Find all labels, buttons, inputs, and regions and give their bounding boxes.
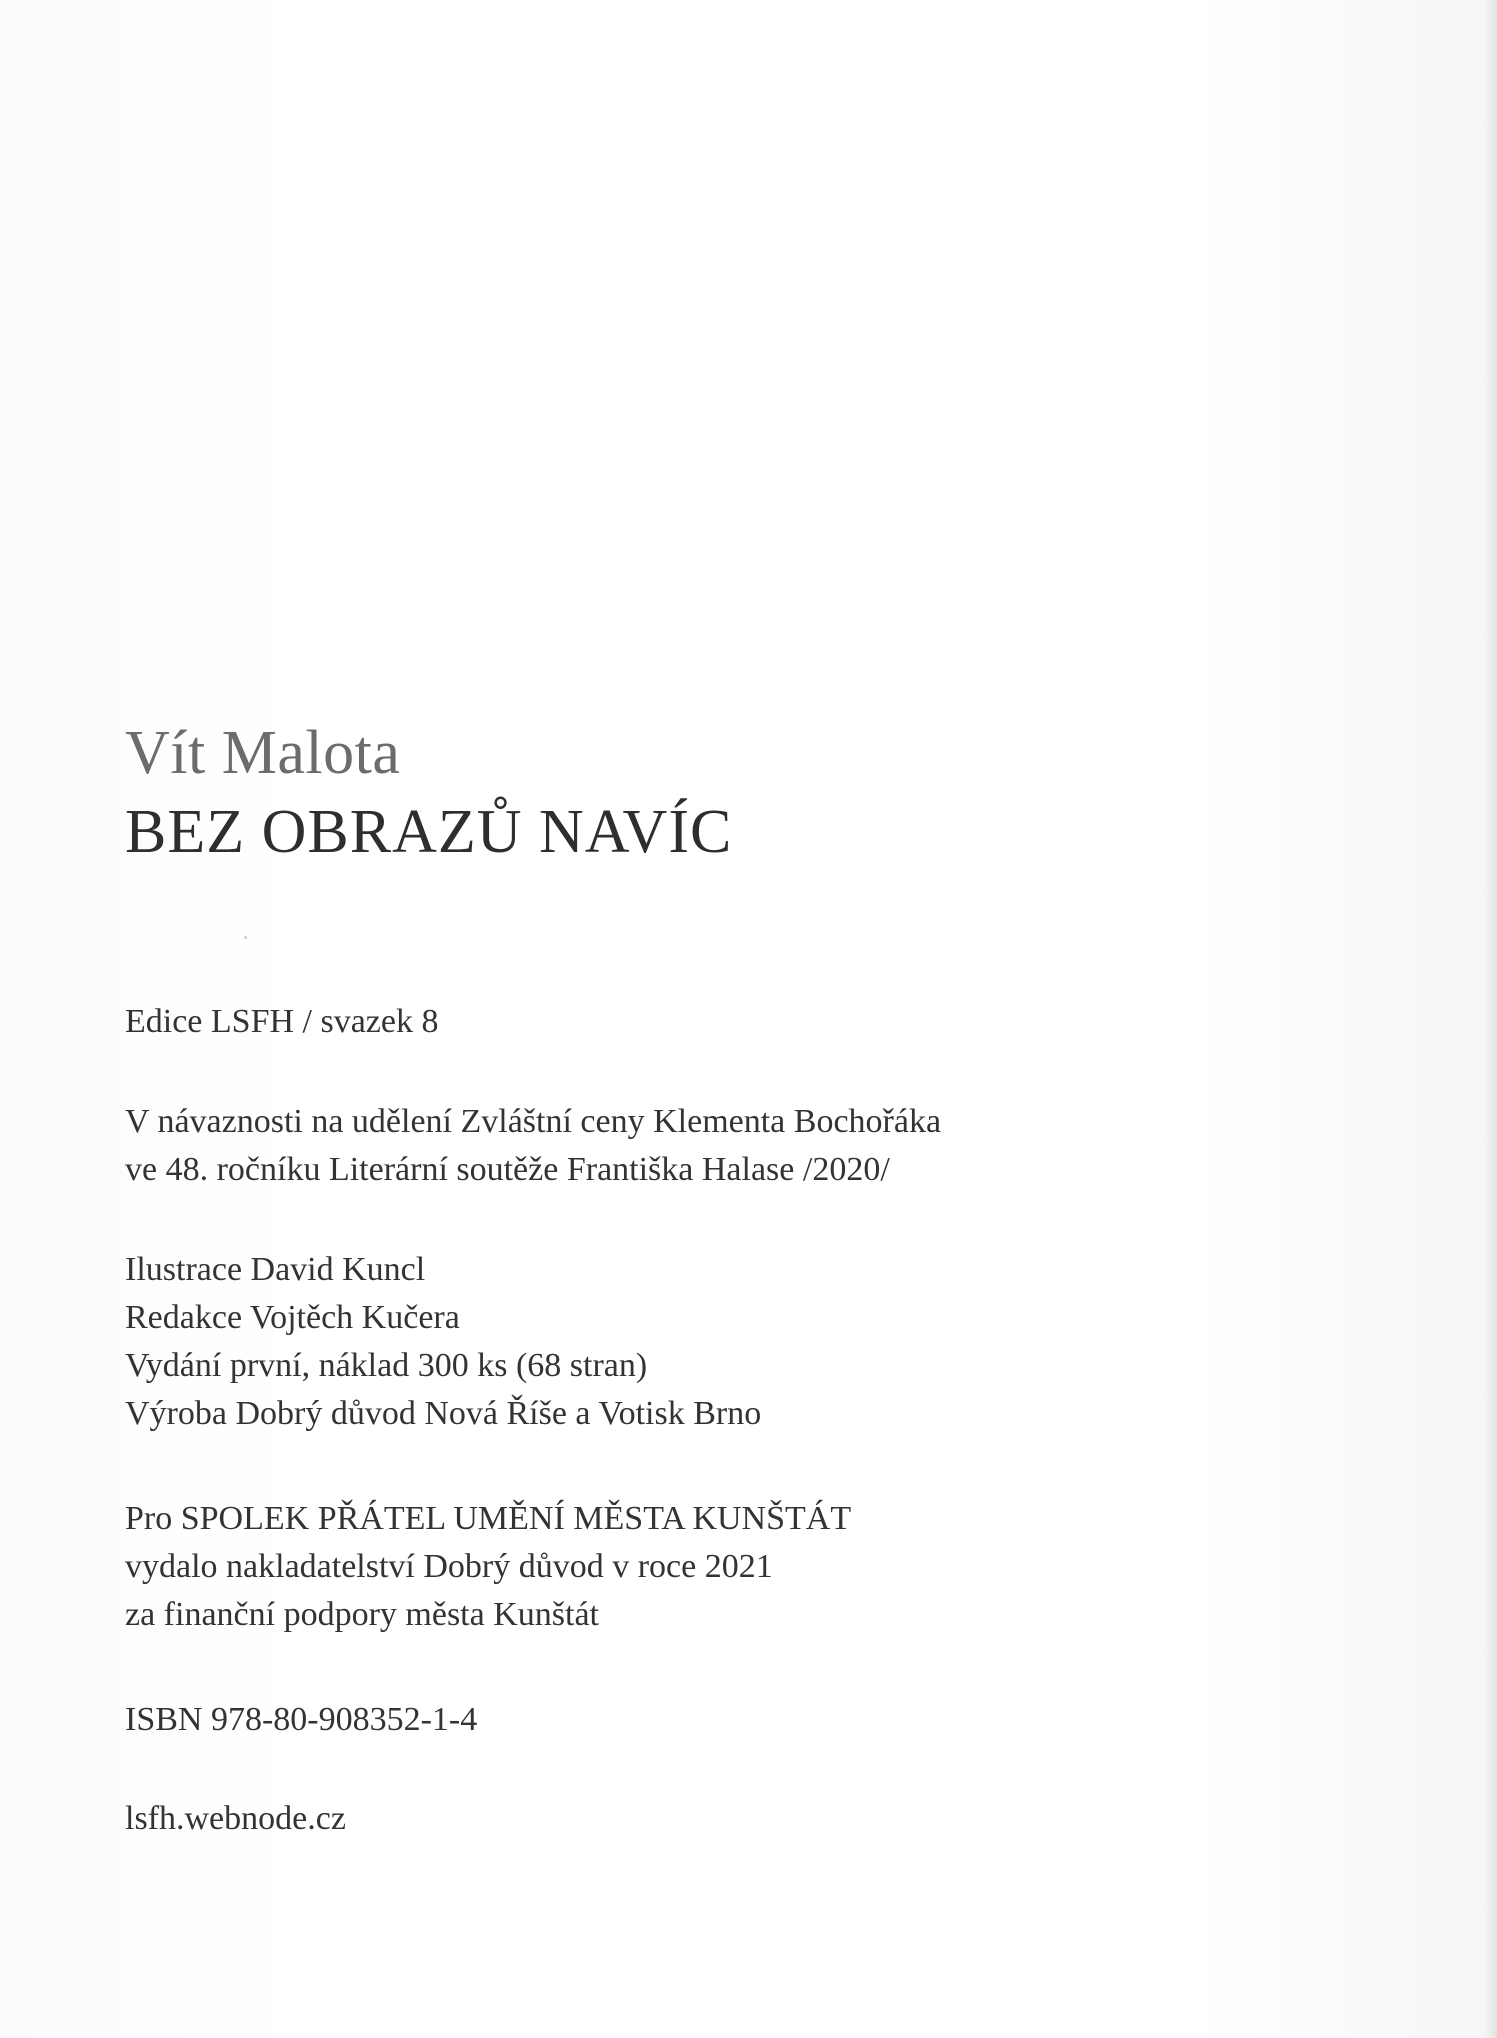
book-title: BEZ OBRAZŮ NAVÍC (125, 798, 733, 866)
credit-edition: Vydání první, náklad 300 ks (68 stran) (125, 1347, 648, 1384)
publisher-section (125, 1495, 851, 1639)
paper-speck (244, 936, 247, 939)
award-line: V návaznosti na udělení Zvláštní ceny Klementa Bochořáka (125, 1103, 942, 1140)
website-section (125, 1795, 346, 1843)
isbn-section (125, 1696, 477, 1744)
award-line: ve 48. ročníku Literární soutěže Františka Halase /2020/ (125, 1151, 890, 1188)
edition-section (125, 998, 439, 1046)
credit-editor: Redakce Vojtěch Kučera (125, 1299, 460, 1336)
page-edge-shadow (1483, 0, 1497, 2038)
publisher-line: Pro SPOLEK PŘÁTEL UMĚNÍ MĚSTA KUNŠTÁT (125, 1500, 852, 1537)
credit-illustration: Ilustrace David Kuncl (125, 1251, 426, 1288)
credits-section (125, 1246, 761, 1438)
author-name: Vít Malota (125, 719, 401, 787)
edition-line: Edice LSFH / svazek 8 (125, 1003, 439, 1040)
credit-production: Výroba Dobrý důvod Nová Říše a Votisk Brno (125, 1395, 762, 1432)
publisher-line: vydalo nakladatelství Dobrý důvod v roce 2021 (125, 1548, 773, 1585)
isbn-number: ISBN 978-80-908352-1-4 (125, 1701, 478, 1738)
website-url: lsfh.webnode.cz (125, 1800, 346, 1837)
publisher-line: za finanční podpory města Kunštát (125, 1596, 599, 1633)
award-section (125, 1098, 941, 1194)
